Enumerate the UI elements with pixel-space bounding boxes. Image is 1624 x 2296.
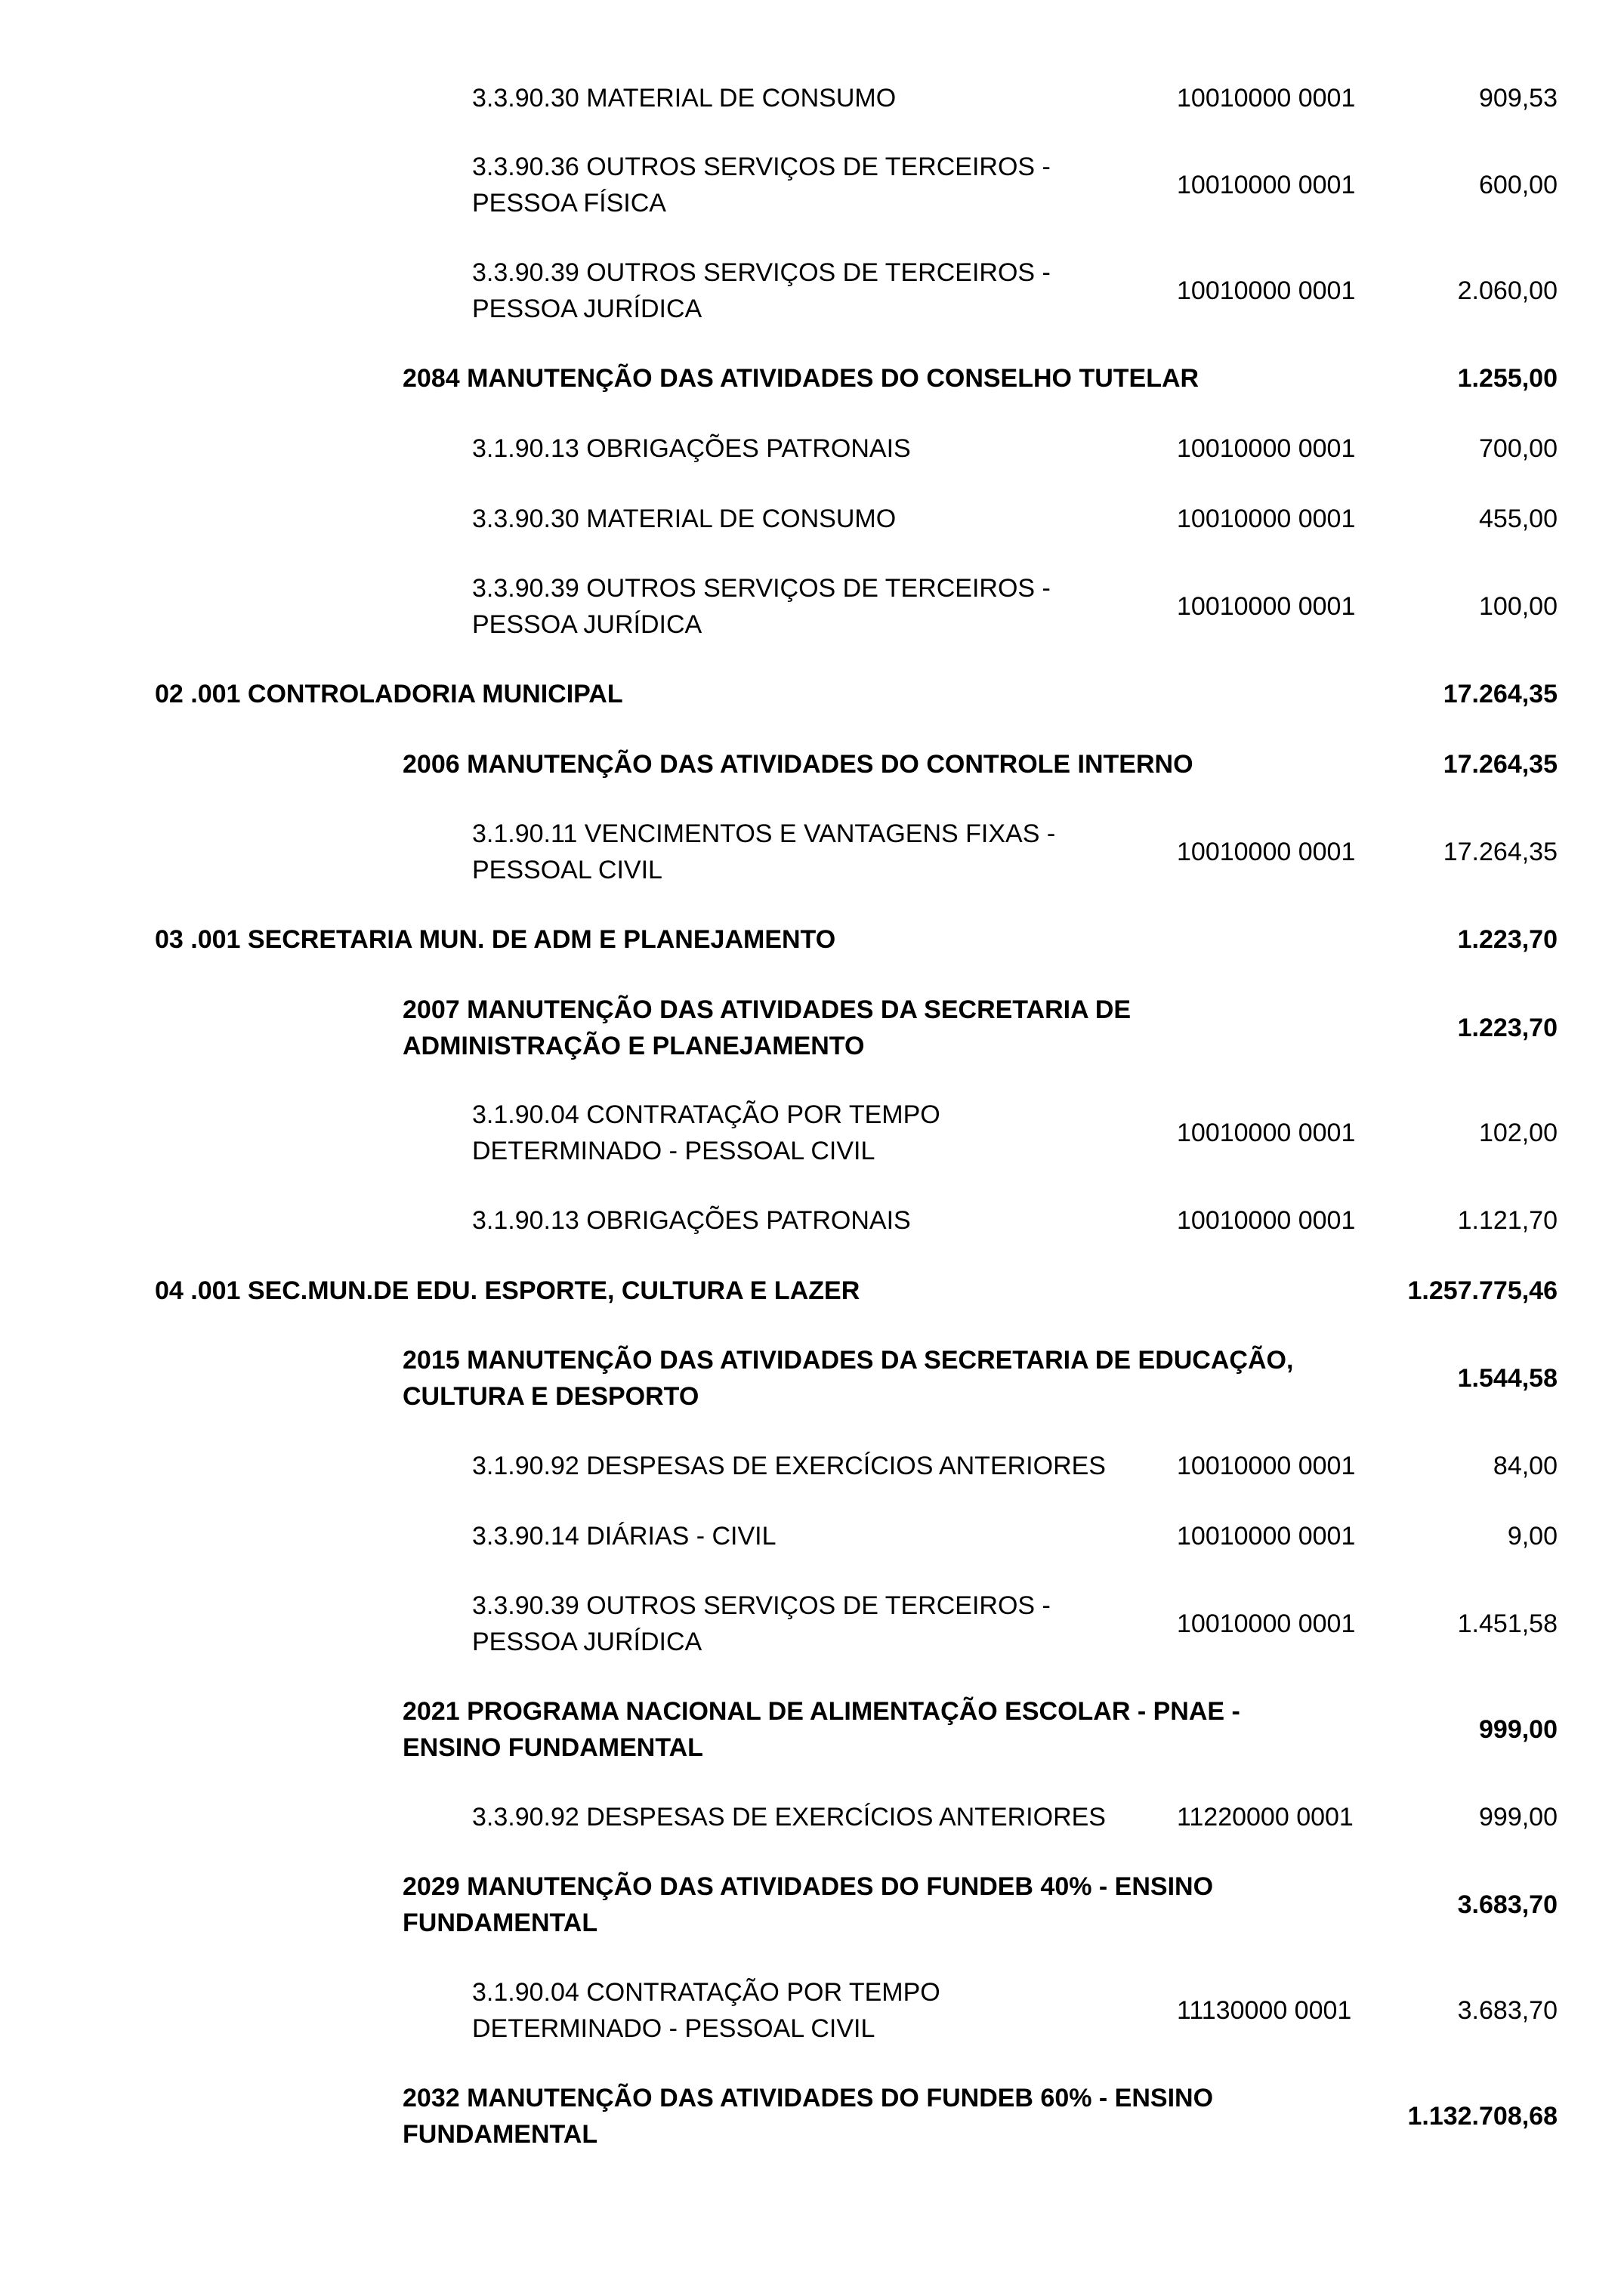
amount-value: 700,00 [1479,434,1558,463]
action-heading-label: FUNDAMENTAL [403,1909,598,1937]
resource-code: 10010000 0001 [1177,276,1356,305]
resource-code: 11130000 0001 [1177,1996,1352,2025]
expense-item-label: PESSOAL CIVIL [472,856,662,884]
amount-value: 1.255,00 [1457,364,1558,393]
amount-value: 9,00 [1507,1522,1558,1551]
organ-heading-label: 02 .001 CONTROLADORIA MUNICIPAL [155,680,623,708]
expense-item-label: 3.3.90.14 DIÁRIAS - CIVIL [472,1522,776,1551]
amount-value: 84,00 [1493,1452,1558,1480]
resource-code: 11220000 0001 [1177,1803,1354,1832]
amount-value: 17.264,35 [1443,680,1558,708]
amount-value: 3.683,70 [1457,1890,1558,1919]
action-heading-label: 2029 MANUTENÇÃO DAS ATIVIDADES DO FUNDEB 40% - ENSINO [403,1872,1214,1901]
amount-value: 1.451,58 [1457,1609,1558,1638]
amount-value: 455,00 [1479,505,1558,533]
expense-item-label: 3.3.90.92 DESPESAS DE EXERCÍCIOS ANTERIORES [472,1803,1106,1832]
expense-item-label: 3.1.90.04 CONTRATAÇÃO POR TEMPO [472,1100,940,1129]
resource-code: 10010000 0001 [1177,1609,1356,1638]
expense-item-label: PESSOA JURÍDICA [472,1628,702,1656]
expense-item-label: 3.3.90.30 MATERIAL DE CONSUMO [472,84,897,113]
amount-value: 102,00 [1479,1119,1558,1147]
expense-item-label: PESSOA JURÍDICA [472,295,702,323]
amount-value: 1.257.775,46 [1407,1276,1558,1305]
resource-code: 10010000 0001 [1177,84,1356,113]
amount-value: 1.223,70 [1457,925,1558,954]
organ-heading-label: 03 .001 SECRETARIA MUN. DE ADM E PLANEJAMENTO [155,925,836,954]
action-heading-label: 2007 MANUTENÇÃO DAS ATIVIDADES DA SECRETARIA DE [403,995,1132,1024]
expense-item-label: DETERMINADO - PESSOAL CIVIL [472,1137,875,1165]
amount-value: 3.683,70 [1457,1996,1558,2025]
resource-code: 10010000 0001 [1177,171,1356,199]
amount-value: 600,00 [1479,171,1558,199]
amount-value: 17.264,35 [1443,750,1558,779]
resource-code: 10010000 0001 [1177,434,1356,463]
expense-item-label: 3.3.90.39 OUTROS SERVIÇOS DE TERCEIROS - [472,1591,1051,1620]
action-heading-label: ENSINO FUNDAMENTAL [403,1733,703,1762]
expense-item-label: 3.1.90.13 OBRIGAÇÕES PATRONAIS [472,1206,911,1235]
action-heading-label: 2006 MANUTENÇÃO DAS ATIVIDADES DO CONTROLE INTERNO [403,750,1193,779]
amount-value: 999,00 [1479,1715,1558,1744]
action-heading-label: 2084 MANUTENÇÃO DAS ATIVIDADES DO CONSELHO TUTELAR [403,364,1199,393]
expense-item-label: 3.3.90.30 MATERIAL DE CONSUMO [472,505,897,533]
action-heading-label: 2032 MANUTENÇÃO DAS ATIVIDADES DO FUNDEB 60% - ENSINO [403,2084,1214,2112]
expense-item-label: 3.1.90.04 CONTRATAÇÃO POR TEMPO [472,1978,940,2007]
resource-code: 10010000 0001 [1177,1119,1356,1147]
resource-code: 10010000 0001 [1177,1522,1356,1551]
expense-item-label: PESSOA FÍSICA [472,189,666,218]
expense-item-label: 3.3.90.39 OUTROS SERVIÇOS DE TERCEIROS - [472,574,1051,603]
expense-item-label: 3.3.90.39 OUTROS SERVIÇOS DE TERCEIROS - [472,258,1051,287]
action-heading-label: CULTURA E DESPORTO [403,1382,699,1411]
amount-value: 1.121,70 [1457,1206,1558,1235]
expense-item-label: 3.1.90.11 VENCIMENTOS E VANTAGENS FIXAS - [472,819,1056,848]
action-heading-label: ADMINISTRAÇÃO E PLANEJAMENTO [403,1032,865,1060]
amount-value: 1.544,58 [1457,1364,1558,1393]
expense-item-label: DETERMINADO - PESSOAL CIVIL [472,2014,875,2043]
amount-value: 1.132.708,68 [1407,2102,1558,2131]
action-heading-label: 2021 PROGRAMA NACIONAL DE ALIMENTAÇÃO ESCOLAR - PNAE - [403,1697,1240,1726]
resource-code: 10010000 0001 [1177,1452,1356,1480]
amount-value: 2.060,00 [1457,276,1558,305]
amount-value: 1.223,70 [1457,1014,1558,1042]
expense-item-label: 3.1.90.92 DESPESAS DE EXERCÍCIOS ANTERIORES [472,1452,1106,1480]
action-heading-label: 2015 MANUTENÇÃO DAS ATIVIDADES DA SECRETARIA DE EDUCAÇÃO, [403,1346,1294,1375]
resource-code: 10010000 0001 [1177,1206,1356,1235]
expense-item-label: 3.3.90.36 OUTROS SERVIÇOS DE TERCEIROS - [472,153,1051,181]
amount-value: 100,00 [1479,592,1558,621]
resource-code: 10010000 0001 [1177,505,1356,533]
expense-item-label: PESSOA JURÍDICA [472,610,702,639]
action-heading-label: FUNDAMENTAL [403,2120,598,2149]
amount-value: 999,00 [1479,1803,1558,1832]
resource-code: 10010000 0001 [1177,592,1356,621]
organ-heading-label: 04 .001 SEC.MUN.DE EDU. ESPORTE, CULTURA E LAZER [155,1276,860,1305]
resource-code: 10010000 0001 [1177,838,1356,866]
expense-item-label: 3.1.90.13 OBRIGAÇÕES PATRONAIS [472,434,911,463]
amount-value: 17.264,35 [1443,838,1558,866]
amount-value: 909,53 [1479,84,1558,113]
